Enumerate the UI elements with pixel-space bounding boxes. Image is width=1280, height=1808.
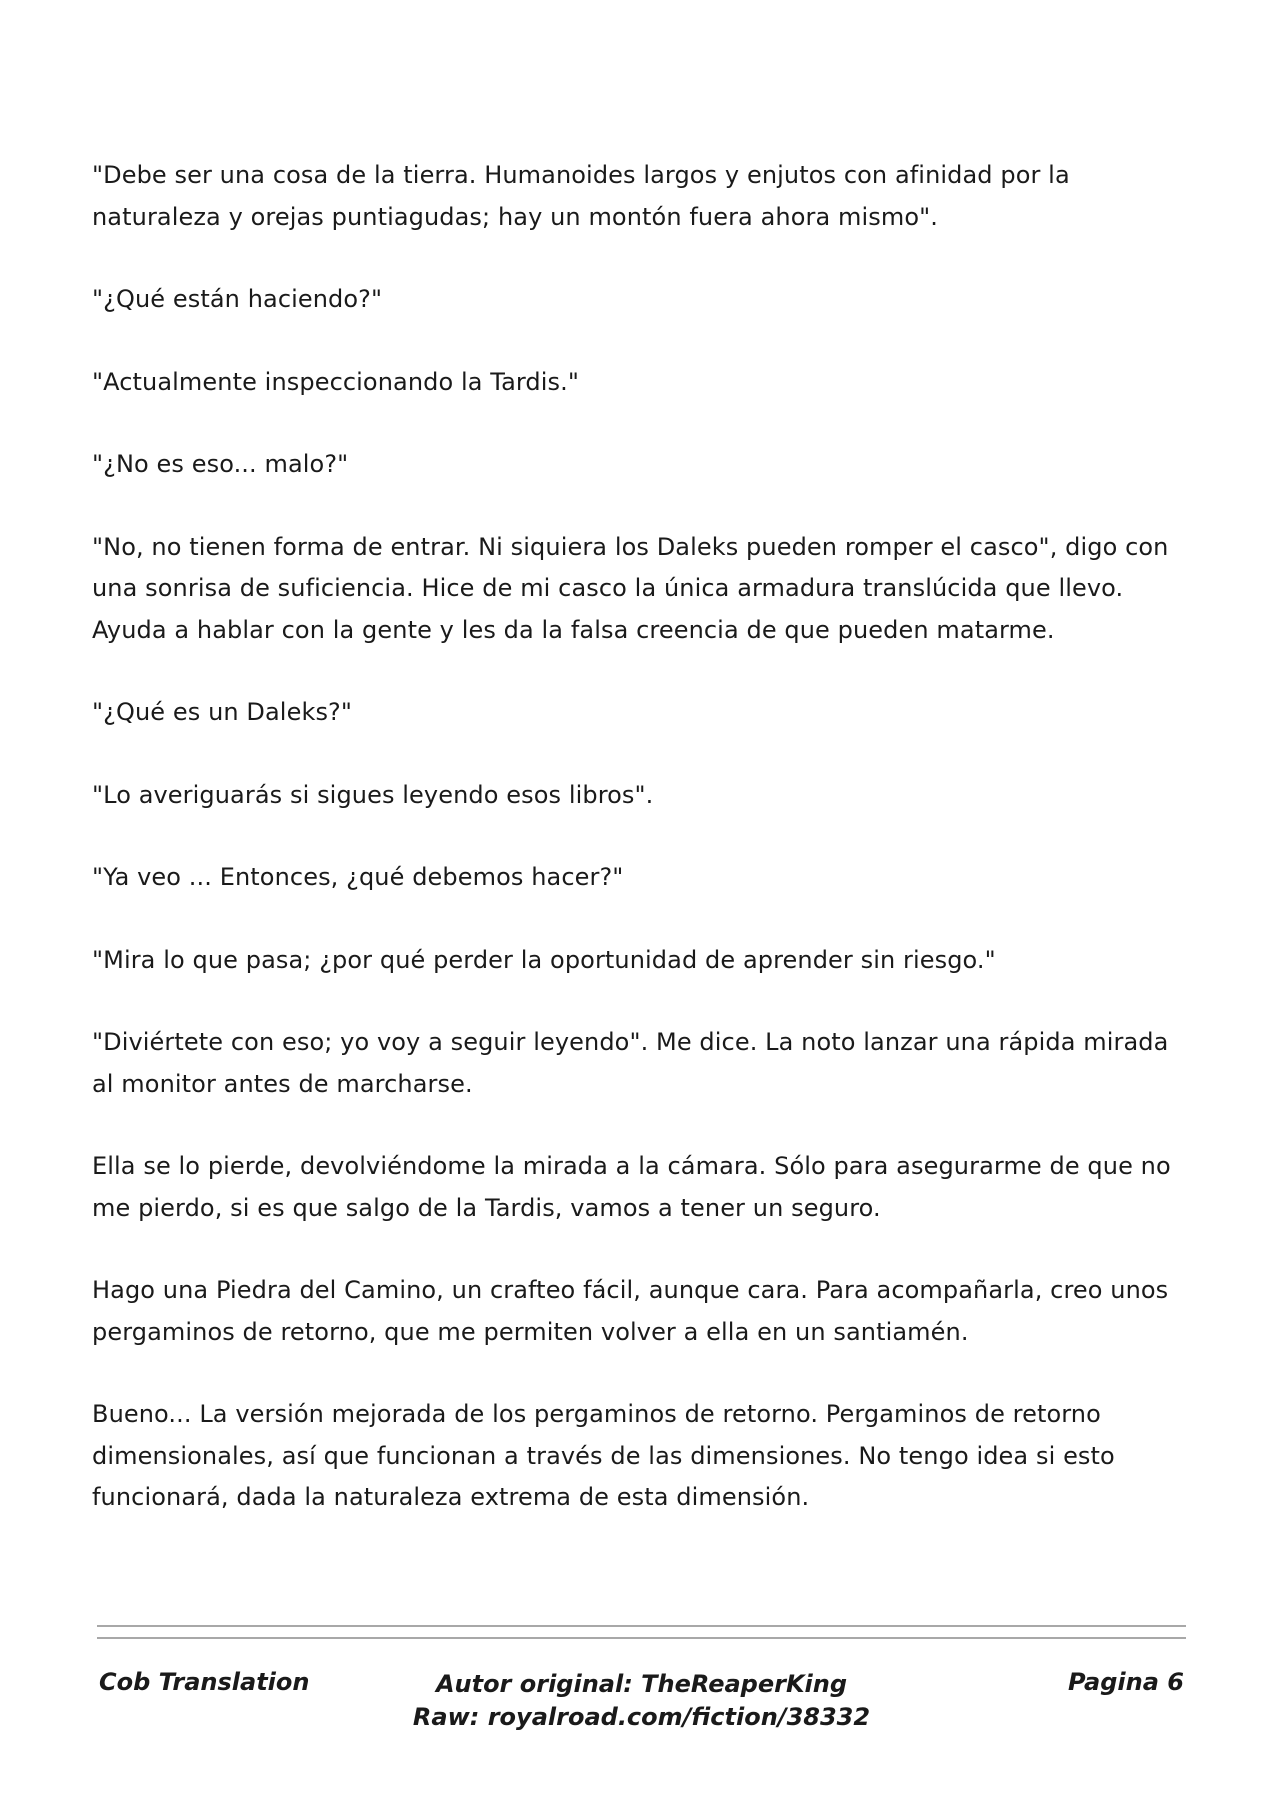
page-number: Pagina 6 xyxy=(1068,1668,1184,1696)
paragraph: "No, no tienen forma de entrar. Ni siquiera los Daleks pueden romper el casco", digo con una sonrisa de suficiencia. Hice de mi casco la única armadura translúcida que llevo. Ayuda a hablar con la gente y les da la falsa creencia de que pueden matarme. xyxy=(92,532,1169,644)
paragraph: "Debe ser una cosa de la tierra. Humanoides largos y enjutos con afinidad por la naturaleza y orejas puntiagudas; hay un montón fuera ahora mismo". xyxy=(92,161,1070,231)
paragraph: Bueno... La versión mejorada de los pergaminos de retorno. Pergaminos de retorno dimensionales, así que funcionan a través de las dimensiones. No tengo idea si esto funcionará, dada la naturaleza extrema de esta dimensión. xyxy=(92,1400,1115,1511)
paragraph: Ella se lo pierde, devolviéndome la mirada a la cámara. Sólo para asegurarme de que no me pierdo, si es que salgo de la Tardis, vamos a tener un seguro. xyxy=(92,1152,1171,1222)
paragraph: "Actualmente inspeccionando la Tardis." xyxy=(92,367,580,396)
footer-divider-top xyxy=(97,1625,1186,1627)
paragraph: "Ya veo ... Entonces, ¿qué debemos hacer?" xyxy=(92,863,624,891)
body-text xyxy=(92,155,1192,1560)
footer-author: Autor original: TheReaperKing xyxy=(435,1670,848,1698)
paragraph: "Mira lo que pasa; ¿por qué perder la oportunidad de aprender sin riesgo." xyxy=(92,945,996,974)
footer-divider-bottom xyxy=(97,1637,1186,1639)
paragraph: "Diviértete con eso; yo voy a seguir leyendo". Me dice. La noto lanzar una rápida mirada al monitor antes de marcharse. xyxy=(92,1028,1169,1098)
paragraph: "¿Qué están haciendo?" xyxy=(92,285,383,313)
paragraph: "¿Qué es un Daleks?" xyxy=(92,698,353,726)
paragraph: "¿No es eso... malo?" xyxy=(92,450,349,478)
footer-source: Raw: royalroad.com/fiction/38332 xyxy=(412,1703,871,1731)
page-footer xyxy=(97,1668,1186,1758)
footer-translator: Cob Translation xyxy=(99,1668,310,1696)
paragraph: "Lo averiguarás si sigues leyendo esos libros". xyxy=(92,780,654,809)
paragraph: Hago una Piedra del Camino, un crafteo fácil, aunque cara. Para acompañarla, creo unos pergaminos de retorno, que me permiten volver a ella en un santiamén. xyxy=(92,1276,1169,1346)
footer-credits xyxy=(97,1668,1186,1734)
